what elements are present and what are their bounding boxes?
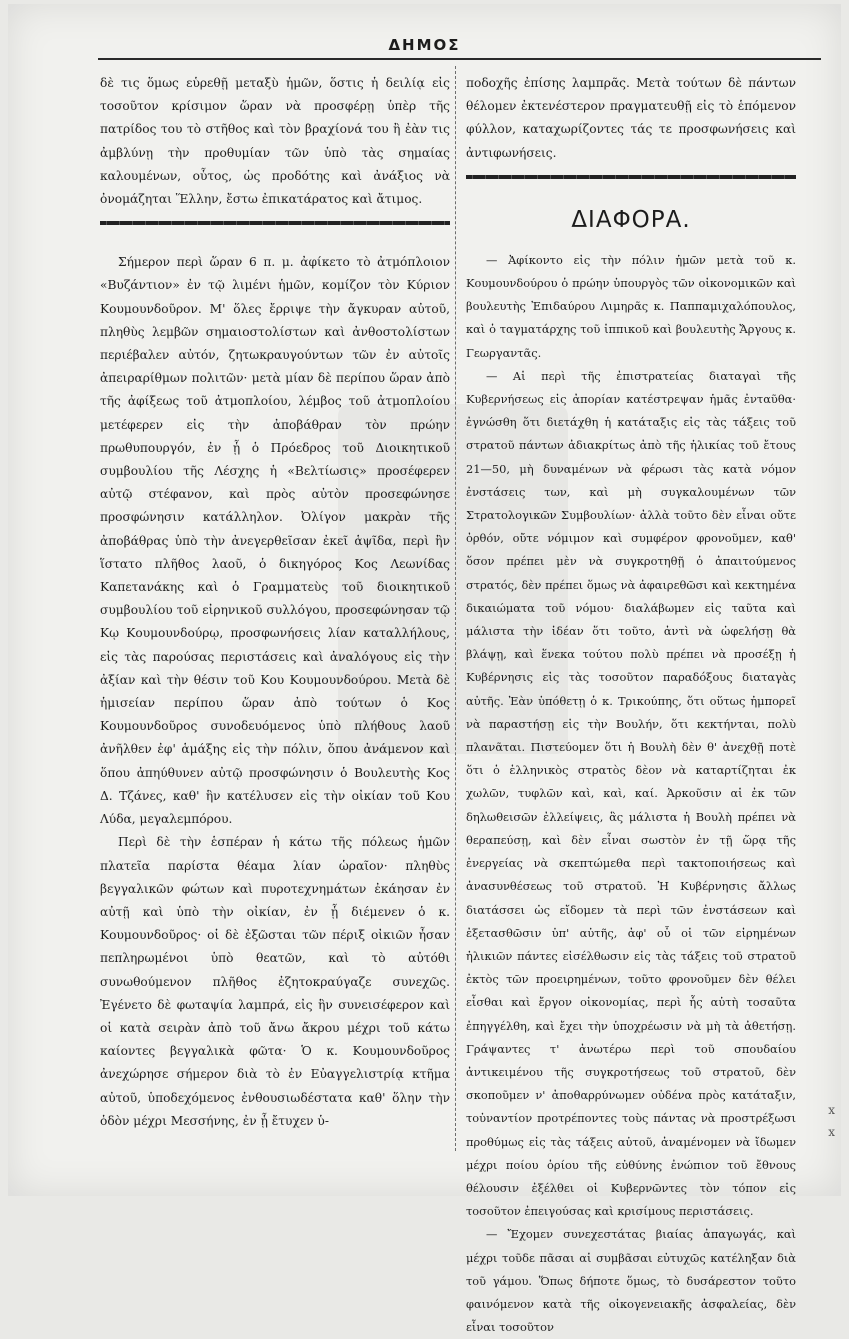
section-rule bbox=[100, 221, 450, 225]
masthead-rule bbox=[98, 58, 821, 60]
section-rule bbox=[466, 175, 796, 179]
newspaper-page bbox=[8, 4, 841, 1335]
news-item-3: — Ἔχομεν συνεχεστάτας βιαίας ἀπαγωγάς, καὶ μέχρι τοῦδε πᾶσαι αἱ συμβᾶσαι εὐτυχῶς κατέληξαν διὰ τοῦ γάμου. Ὅπως δήποτε ὅμως, τὸ δυσάρεστον τοῦτο φαινόμενον κατὰ τῆς οἰκογενειακῆς ἀσφαλείας, δὲν εἶναι τοσοῦτον bbox=[466, 1227, 796, 1335]
news-item-1: — Ἀφίκοντο εἰς τὴν πόλιν ἡμῶν μετὰ τοῦ κ. Κουμουνδούρου ὁ πρώην ὑπουργὸς τῶν οἰκονομικῶν καὶ βουλευτὴς Ἐπιδαύρου Λιμηρᾶς κ. Παππαμιχαλόπουλος, καὶ ὁ ταγματάρχης τοῦ ἱππικοῦ καὶ βουλευτὴς Ἄργους κ. Γεωργαντᾶς. bbox=[466, 252, 796, 360]
news-item-2: — Αἱ περὶ τῆς ἐπιστρατείας διαταγαὶ τῆς Κυβερνήσεως εἰς ἀπορίαν κατέστρεψαν ἡμᾶς ἐνταῦθα· ἐγνώσθη ὅτι διετάχθη ἡ κατάταξις εἰς τὰς τάξεις τοῦ στρατοῦ πάντων ἀδιακρίτως ἀπὸ τῆς ἡλικίας τοῦ ἔτους 21—50, μὴ δυναμένων νὰ φέρωσι τὰς κατὰ νόμον ἐνστάσεις των, καὶ μὴ συγκαλουμένων τῶν Στρατολογικῶν Συμβουλίων· ἀλλὰ τοῦτο δὲν εἶναι οὔτε ὀρθόν, οὔτε νόμιμον καὶ συμφέρον φρονοῦμεν, καθ' ὅσον πρέπει μὲν νὰ συγκροτηθῇ ὁ ἀπαιτούμενος στρατός, δὲν πρέπει ὅμως νὰ ἀφαιρεθῶσι καὶ κεκτημένα δικαιώματα τοῦ νόμου· διαλάβωμεν εἰς ταῦτα καὶ μάλιστα τὴν ἰδέαν ὅτι τοῦτο, ἀντὶ νὰ ὠφελήσῃ θὰ βλάψῃ, καὶ ἕνεκα τούτου πολὺ πρέπει νὰ προσέξῃ ἡ Κυβέρνησις εἰς τὰς τοσοῦτον παραδόξους διαταγὰς αὐτῆς. Ἐὰν ὑπόθετῃ ὁ κ. Τρικούπης, ὅτι οὕτως ἠμπορεῖ νὰ παραστήσῃ εἰς τὴν Βουλήν, ὅτι κεκτήνται, πολὺ πλανᾶται. Πιστεύομεν ὅτι ἡ Βουλὴ δὲν θ' ἀνεχθῇ ποτὲ ὅτι ὁ ἑλληνικὸς στρατὸς δὲον νὰ καταρτίζηται ἐκ χωλῶν, τυφλῶν καὶ, καὶ, καί. Ἀρκοῦσιν αἱ ἐκ τῶν δηλωθεισῶν ἐλλείψεις, ἃς μάλιστα ἡ Βουλὴ πρέπει νὰ θεραπεύσῃ, καὶ δὲν εἶναι σωστὸν ἐν τῇ ὥρᾳ τῆς ἐνεργείας νὰ σκεπτώμεθα περὶ τακτοποιήσεως καὶ ἀνασυνθέσεως τοῦ στρατοῦ. Ἡ Κυβέρνησις ἄλλως διατάσσει ὡς εἴδομεν τὰ περὶ τῶν ἐνστάσεων καὶ ἐξετασθῶσιν ὑπ' αὐτῆς, ἀφ' οὗ οἱ τῶν εἰρημένων ἡλικιῶν πάντες εἰσέλθωσιν εἰς τὰς τάξεις τοῦ στρατοῦ ἐκτὸς τῶν προειρημένων, τοῦτο φρονοῦμεν δὲν θέλει εἶσθαι καὶ ἔργον οἰκονομίας, περὶ ἧς αὐτὴ τοσαῦτα ἐπηγγέλθη, καὶ ἔχει τὴν ὑποχρέωσιν νὰ μὴ τὰ ἀθετήσῃ. Γράψαντες τ' ἀνωτέρω περὶ τοῦ σπουδαίου ἀντικειμένου τῆς συγκροτήσεως τοῦ στρατοῦ, δὲν σκοποῦμεν ν' ἀποθαρρύνωμεν οὐδένα πρὸς κατάταξιν, τοὐναντίον προτρέποντες τοὺς πάντας νὰ προστρέξωσι προθύμως εἰς τὰς τάξεις αὐτοῦ, ἀναμένομεν νὰ ἴδωμεν μέχρι ποίου ὁρίου τῆς εὐθύνης ἐνώπιον τοῦ ἔθνους θέλουσιν ἐξέλθει οἱ Κυβερνῶντες τὸν τόπον εἰς τοσοῦτον ἐπειγούσας καὶ κρισίμους περιστάσεις. bbox=[466, 368, 796, 1219]
left-paragraph-1: Σήμερον περὶ ὥραν 6 π. μ. ἀφίκετο τὸ ἀτμόπλοιον «Βυζάντιον» ἐν τῷ λιμένι ἡμῶν, κομίζον τὸν Κύριον Κουμουνδοῦρον. Μ' ὅλες ἔρριψε τὴν ἄγκυραν αὐτοῦ, πληθὺς λεμβῶν σημαιοστολίστων καὶ ἀνθοστολίστων περιέβαλεν αὐτόν, ζητωκραυγούντων τῶν ἐν αὐτοῖς ἀπειραρίθμων πολιτῶν· μετὰ μίαν δὲ περίπου ὥραν ἀπὸ τῆς ἀφίξεως τοῦ ἀτμοπλοίου, λέμβος τοῦ ἀτμοπλοίου μετέφερεν εἰς τὴν ἀποβάθραν τὸν πρώην πρωθυπουργόν, ἐν ᾗ ὁ Πρόεδρος τοῦ Διοικητικοῦ συμβουλίου τῆς Λέσχης ἡ «Βελτίωσις» προσέφερεν αὐτῷ στέφανον, καὶ πρὸς αὐτὸν προσεφώνησε προσφώνησιν κατάλληλον. Ὀλίγον μακρὰν τῆς ἀποβάθρας ὑπὸ τὴν ἀνεγερθεῖσαν ἐκεῖ ἁψῖδα, περὶ ἣν ἵστατο πλῆθος λαοῦ, ὁ δικηγόρος Κος Λεωνίδας Καπετανάκης καὶ ὁ Γραμματεὺς τοῦ διοικητικοῦ συμβουλίου τοῦ εἰρηνικοῦ συλλόγου, προσεφώνησαν τῷ Κῳ Κουμουνδούρῳ, προσφωνήσεις λίαν καταλλήλους, εἰς τὰς παρούσας περιστάσεις καὶ ἀναλόγους εἰς τὴν ἀξίαν καὶ τὴν θέσιν τοῦ Κου Κουμουνδούρου. Μετὰ δὲ ἡμισείαν περίπου ὥραν ἀπὸ τούτων ὁ Κος Κουμουνδοῦρος συνοδευόμενος ὑπὸ πλήθους λαοῦ ἀνῆλθεν ἐφ' ἁμάξης εἰς τὴν πόλιν, ὅπου ἀνάμενον καὶ ὅπου ἀπηύθυνεν αὐτῷ προσφώνησιν ὁ Βουλευτὴς Κος Δ. Τζάνες, καθ' ἣν κατέλυσεν εἰς τὴν οἰκίαν τοῦ Κου Λύδα, μεγαλεμπόρου. bbox=[100, 255, 450, 827]
section-title: ΔΙΑΦΟΡΑ. bbox=[571, 206, 691, 233]
margin-marks bbox=[828, 1099, 835, 1143]
left-continuation-text: δὲ τις ὅμως εὑρεθῇ μεταξὺ ἡμῶν, ὅστις ἡ δειλίᾳ εἰς τοσοῦτον κρίσιμον ὥραν νὰ προσφέρῃ ὑπὲρ τῆς πατρίδος του τὸ στῆθος καὶ τὸν βραχίονά του ἢ ἐὰν τις ἀμβλύνῃ τὴν προθυμίαν τῶν ὑπὸ τὰς σημαίας καλουμένων, οὗτος, ὡς προδότης καὶ ἀνάξιος νὰ ὀνομάζηται Ἕλλην, ἔστω ἐπικατάρατος καὶ ἄτιμος. bbox=[100, 76, 450, 207]
right-column bbox=[466, 72, 796, 1339]
column-divider bbox=[455, 66, 457, 1151]
masthead: ΔΗΜΟΣ bbox=[388, 36, 461, 54]
left-paragraph-2: Περὶ δὲ τὴν ἑσπέραν ἡ κάτω τῆς πόλεως ἡμῶν πλατεῖα παρίστα θέαμα λίαν ὡραῖον· πληθὺς βεγγαλικῶν φώτων καὶ πυροτεχνημάτων ἐκάησαν ἐν αὐτῇ καὶ ὑπὸ τὴν οἰκίαν, ἐν ᾗ διέμενεν ὁ κ. Κουμουνδοῦρος· οἱ δὲ ἐξῶσται τῶν πέριξ οἰκιῶν ἦσαν πεπληρωμένοι ὑπὸ θεατῶν, καὶ τὸ αὐτόθι συνωθούμενον πλῆθος ἐζητοκραύγαζε συνεχῶς. Ἐγένετο δὲ φωταψία λαμπρά, εἰς ἣν συνεισέφερον καὶ οἱ κατὰ σειρὰν ἀπὸ τοῦ ἄνω ἄκρου μέχρι τοῦ κάτω καίοντες βεγγαλικὰ φῶτα· Ὁ κ. Κουμουνδοῦρος ἀνεχώρησε σήμερον διὰ τὸ ἐν Εὐαγγελιστρίᾳ κτῆμα αὐτοῦ, ὑποδεχόμενος ἐνθουσιωδέστατα καθ' ὅλην τὴν ὁδὸν μέχρι Μεσσήνης, ἐν ᾗ ἔτυχεν ὑ- bbox=[100, 835, 450, 1128]
right-continuation-text: ποδοχῆς ἐπίσης λαμπρᾶς. Μετὰ τούτων δὲ πάντων θέλομεν ἐκτενέστερον πραγματευθῇ εἰς τὸ ἑπόμενον φύλλον, καταχωρίζοντες τάς τε προσφωνήσεις καὶ ἀντιφωνήσεις. bbox=[466, 76, 796, 160]
left-column bbox=[100, 72, 450, 1133]
margin-mark: x bbox=[828, 1125, 835, 1139]
margin-mark: x bbox=[828, 1103, 835, 1117]
